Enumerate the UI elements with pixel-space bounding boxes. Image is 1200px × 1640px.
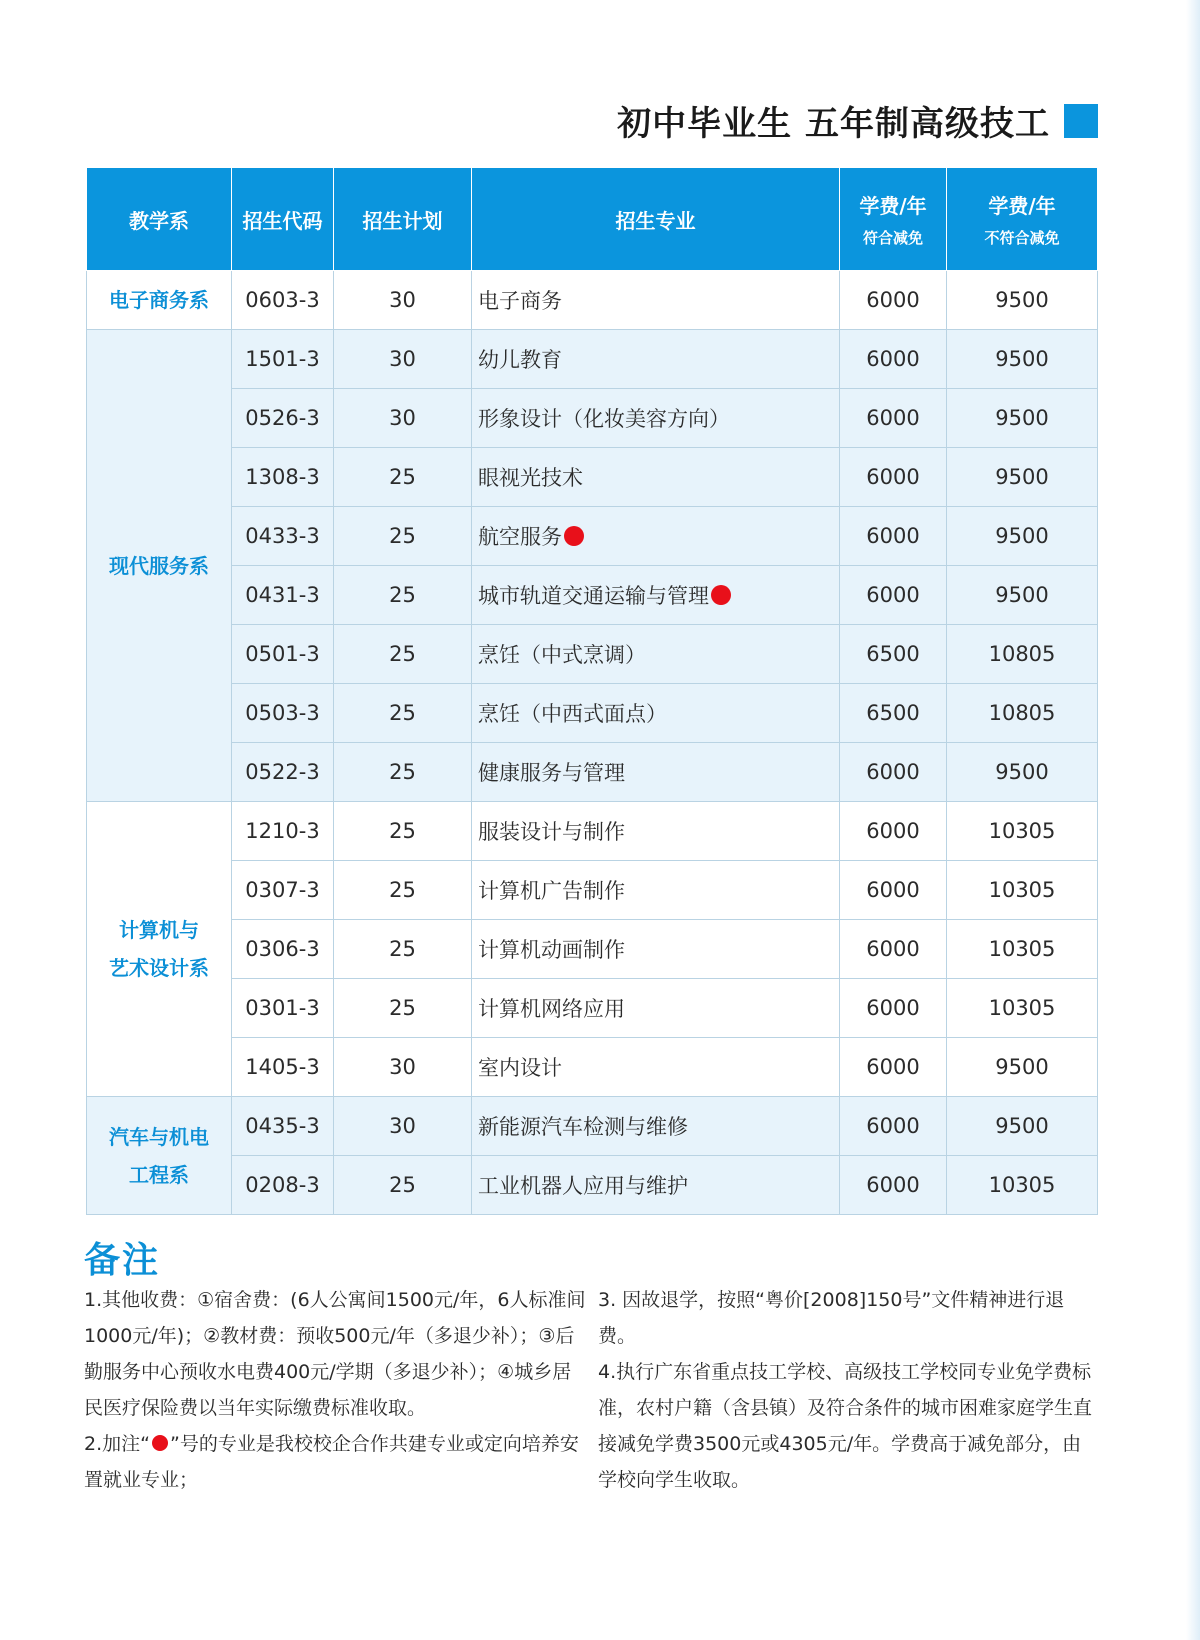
major-name: 室内设计 <box>478 1056 562 1080</box>
note-2-prefix: 2.加注“ <box>84 1433 150 1455</box>
plan-cell: 25 <box>334 920 472 979</box>
code-cell: 0522-3 <box>232 743 334 802</box>
code-cell: 1501-3 <box>232 330 334 389</box>
plan-cell: 30 <box>334 1097 472 1156</box>
page-header <box>617 96 1098 145</box>
code-cell: 0501-3 <box>232 625 334 684</box>
fee-ineligible-cell: 9500 <box>947 389 1098 448</box>
plan-cell: 30 <box>334 389 472 448</box>
code-cell: 0603-3 <box>232 271 334 330</box>
major-cell <box>472 389 840 448</box>
fee-ineligible-cell: 9500 <box>947 448 1098 507</box>
fee-ineligible-cell: 9500 <box>947 271 1098 330</box>
department-name-line: 艺术设计系 <box>109 956 209 980</box>
title-square-icon <box>1064 104 1098 138</box>
major-name: 新能源汽车检测与维修 <box>478 1115 688 1139</box>
major-name: 计算机动画制作 <box>478 938 625 962</box>
note-3: 3. 因故退学，按照“粤价[2008]150号”文件精神进行退费。 <box>598 1289 1065 1347</box>
fee-ineligible-cell: 10805 <box>947 684 1098 743</box>
major-name: 工业机器人应用与维护 <box>478 1174 688 1198</box>
major-cell <box>472 625 840 684</box>
major-cell <box>472 1038 840 1097</box>
fee-eligible-cell: 6000 <box>840 507 947 566</box>
red-dot-icon <box>711 585 731 605</box>
notes-title: 备注 <box>84 1240 161 1281</box>
code-cell: 0306-3 <box>232 920 334 979</box>
notes-right-column <box>598 1282 1098 1498</box>
note-4: 4.执行广东省重点技工学校、高级技工学校同专业免学费标准，农村户籍（含县镇）及符合条件的城市困难家庭学生直接减免学费3500元或4305元/年。学费高于减免部分，由学校向学生收取。 <box>598 1361 1093 1491</box>
plan-cell: 25 <box>334 448 472 507</box>
department-name-line: 汽车与机电 <box>109 1124 209 1149</box>
fee-eligible-cell: 6000 <box>840 1097 947 1156</box>
code-cell: 1405-3 <box>232 1038 334 1097</box>
fee-eligible-cell: 6500 <box>840 684 947 743</box>
code-cell: 0526-3 <box>232 389 334 448</box>
major-cell <box>472 448 840 507</box>
plan-cell: 25 <box>334 625 472 684</box>
fee-ineligible-cell: 9500 <box>947 743 1098 802</box>
code-cell: 1308-3 <box>232 448 334 507</box>
code-cell: 0301-3 <box>232 979 334 1038</box>
header-dept: 教学系 <box>87 168 232 271</box>
table-body <box>87 271 1098 1215</box>
table-row <box>87 271 1098 330</box>
fee-ineligible-cell: 9500 <box>947 330 1098 389</box>
plan-cell: 25 <box>334 743 472 802</box>
table-row <box>87 330 1098 389</box>
major-cell <box>472 743 840 802</box>
header-plan: 招生计划 <box>334 168 472 271</box>
code-cell: 0307-3 <box>232 861 334 920</box>
major-cell <box>472 1156 840 1215</box>
page-title: 初中毕业生 五年制高级技工 <box>617 104 1050 144</box>
major-cell <box>472 802 840 861</box>
plan-cell: 25 <box>334 684 472 743</box>
header-fee-eligible-label: 学费/年 <box>859 194 927 218</box>
table-row <box>87 448 1098 507</box>
department-cell: 电子商务系 <box>87 271 232 330</box>
major-name: 服装设计与制作 <box>478 820 625 844</box>
header-fee-eligible-sub: 符合减免 <box>862 229 923 247</box>
table-row <box>87 507 1098 566</box>
major-name: 形象设计（化妆美容方向） <box>478 407 730 431</box>
fee-ineligible-cell: 9500 <box>947 507 1098 566</box>
major-cell <box>472 979 840 1038</box>
major-cell <box>472 1097 840 1156</box>
table-row <box>87 684 1098 743</box>
fee-eligible-cell: 6000 <box>840 920 947 979</box>
table-row <box>87 802 1098 861</box>
major-name: 健康服务与管理 <box>478 761 625 785</box>
major-name: 幼儿教育 <box>478 348 562 372</box>
plan-cell: 25 <box>334 861 472 920</box>
major-name: 眼视光技术 <box>478 466 583 490</box>
fee-ineligible-cell: 9500 <box>947 1097 1098 1156</box>
fee-eligible-cell: 6500 <box>840 625 947 684</box>
major-cell <box>472 507 840 566</box>
note-2-suffix: ”号的专业是我校校企合作共建专业或定向培养安置就业专业； <box>84 1433 579 1491</box>
department-name-line: 工程系 <box>129 1162 189 1187</box>
notes-left-column <box>84 1282 586 1498</box>
major-name: 烹饪（中西式面点） <box>478 702 667 726</box>
fee-eligible-cell: 6000 <box>840 330 947 389</box>
table-row <box>87 389 1098 448</box>
table-row <box>87 743 1098 802</box>
fee-eligible-cell: 6000 <box>840 448 947 507</box>
fee-eligible-cell: 6000 <box>840 389 947 448</box>
table-row <box>87 979 1098 1038</box>
major-name: 计算机网络应用 <box>478 997 625 1021</box>
fee-ineligible-cell: 10305 <box>947 1156 1098 1215</box>
header-fee-eligible <box>840 168 947 271</box>
major-name: 城市轨道交通运输与管理 <box>478 584 709 608</box>
fee-ineligible-cell: 10305 <box>947 920 1098 979</box>
plan-cell: 30 <box>334 330 472 389</box>
fee-ineligible-cell: 9500 <box>947 566 1098 625</box>
red-dot-icon <box>152 1435 168 1451</box>
fee-eligible-cell: 6000 <box>840 1156 947 1215</box>
major-name: 航空服务 <box>478 525 562 549</box>
table-header-row <box>87 168 1098 271</box>
major-name: 烹饪（中式烹调） <box>478 643 646 667</box>
plan-cell: 25 <box>334 979 472 1038</box>
note-1: 1.其他收费：①宿舍费：(6人公寓间1500元/年，6人标准间1000元/年)；②教材费：预收500元/年（多退少补）；③后勤服务中心预收水电费400元/学期（多退少补）；④城乡居民医疗保险费以当年实际缴费标准收取。 <box>84 1289 586 1419</box>
page-edge-gradient <box>1186 0 1200 1640</box>
table-row <box>87 861 1098 920</box>
fee-ineligible-cell: 10305 <box>947 979 1098 1038</box>
fee-ineligible-cell: 10805 <box>947 625 1098 684</box>
header-major: 招生专业 <box>472 168 840 271</box>
major-cell <box>472 684 840 743</box>
table-row <box>87 920 1098 979</box>
plan-cell: 30 <box>334 1038 472 1097</box>
note-2 <box>84 1426 586 1498</box>
department-cell <box>87 1097 232 1215</box>
plan-cell: 25 <box>334 566 472 625</box>
header-fee-ineligible <box>947 168 1098 271</box>
header-code: 招生代码 <box>232 168 334 271</box>
plan-cell: 30 <box>334 271 472 330</box>
red-dot-icon <box>564 526 584 546</box>
department-cell: 现代服务系 <box>87 330 232 802</box>
table-row <box>87 1156 1098 1215</box>
header-fee-ineligible-sub: 不符合减免 <box>984 229 1060 247</box>
department-cell <box>87 802 232 1097</box>
major-cell <box>472 566 840 625</box>
major-cell <box>472 330 840 389</box>
fee-ineligible-cell: 10305 <box>947 802 1098 861</box>
fee-eligible-cell: 6000 <box>840 271 947 330</box>
code-cell: 1210-3 <box>232 802 334 861</box>
major-cell <box>472 920 840 979</box>
code-cell: 0503-3 <box>232 684 334 743</box>
fee-eligible-cell: 6000 <box>840 979 947 1038</box>
code-cell: 0208-3 <box>232 1156 334 1215</box>
fee-eligible-cell: 6000 <box>840 1038 947 1097</box>
table-row <box>87 625 1098 684</box>
plan-cell: 25 <box>334 507 472 566</box>
code-cell: 0431-3 <box>232 566 334 625</box>
fee-eligible-cell: 6000 <box>840 802 947 861</box>
major-cell <box>472 271 840 330</box>
code-cell: 0433-3 <box>232 507 334 566</box>
header-fee-ineligible-label: 学费/年 <box>988 194 1056 218</box>
plan-cell: 25 <box>334 802 472 861</box>
fee-eligible-cell: 6000 <box>840 861 947 920</box>
major-name: 电子商务 <box>478 289 562 313</box>
fee-eligible-cell: 6000 <box>840 566 947 625</box>
table-row <box>87 1097 1098 1156</box>
table-row <box>87 1038 1098 1097</box>
code-cell: 0435-3 <box>232 1097 334 1156</box>
fee-ineligible-cell: 10305 <box>947 861 1098 920</box>
fee-eligible-cell: 6000 <box>840 743 947 802</box>
major-name: 计算机广告制作 <box>478 879 625 903</box>
major-cell <box>472 861 840 920</box>
fee-ineligible-cell: 9500 <box>947 1038 1098 1097</box>
table-row <box>87 566 1098 625</box>
department-name-line: 计算机与 <box>119 918 199 942</box>
enrollment-fee-table <box>86 167 1098 1215</box>
plan-cell: 25 <box>334 1156 472 1215</box>
